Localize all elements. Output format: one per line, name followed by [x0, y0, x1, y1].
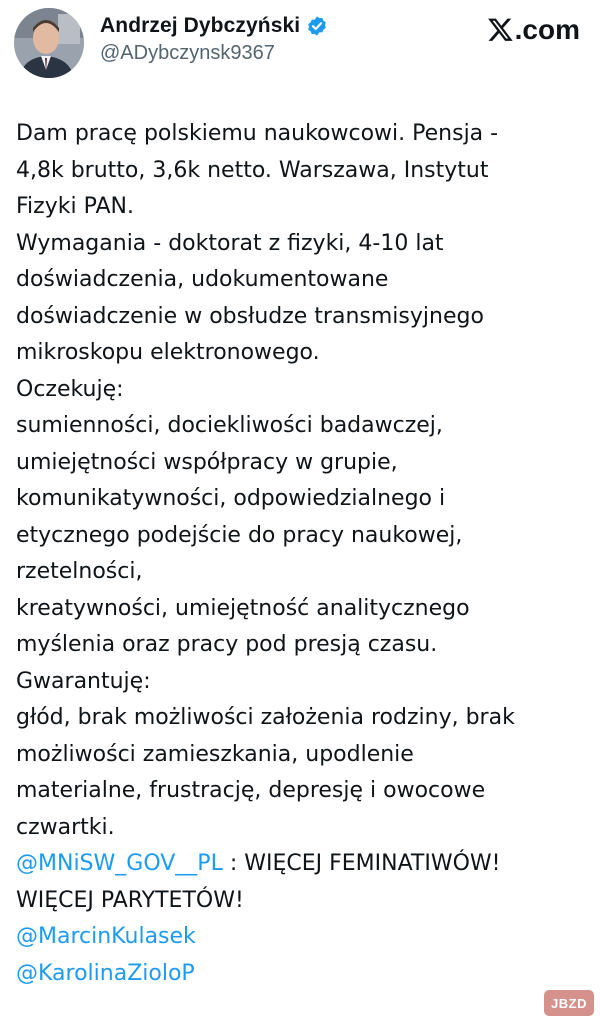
author-handle[interactable]: @ADybczynsk9367 — [100, 42, 275, 64]
mention-line — [16, 846, 586, 883]
tweet-line: mikroskopu elektronowego. — [16, 340, 320, 365]
mention-link-mnisw[interactable]: @MNiSW_GOV__PL — [16, 851, 223, 876]
avatar[interactable] — [14, 8, 84, 78]
tweet-line: sumienności, dociekliwości badawczej, — [16, 413, 443, 438]
tweet-line: komunikatywności, odpowiedzialnego i — [16, 486, 446, 511]
mention-link-karolina-ziolo[interactable]: @KarolinaZioloP — [16, 960, 195, 986]
mention-link-marcin-kulasek[interactable]: @MarcinKulasek — [16, 924, 196, 949]
tweet-line: Fizyki PAN. — [16, 194, 134, 219]
tweet-line: rzetelności, — [16, 559, 143, 584]
tweet-line: doświadczenia, udokumentowane — [16, 267, 389, 292]
tweet-line: kreatywności, umiejętność analitycznego — [16, 595, 470, 621]
tweet-line: etycznego podejście do pracy naukowej, — [16, 522, 463, 548]
verified-badge-icon — [306, 15, 328, 37]
mention-suffix-text: : WIĘCEJ FEMINATIWÓW! — [222, 851, 501, 876]
tweet-line: Gwarantuję: — [16, 668, 151, 694]
author-names — [100, 14, 328, 65]
tweet-line: umiejętności współpracy w grupie, — [16, 449, 398, 475]
brand-domain: .com — [514, 14, 580, 45]
tweet-line: głód, brak możliwości założenia rodziny, brak — [16, 705, 515, 730]
x-brand — [487, 14, 580, 46]
tweet-line: doświadczenie w obsłudze transmisyjnego — [16, 303, 484, 329]
tweet-line: 4,8k brutto, 3,6k netto. Warszawa, Instytut — [16, 157, 489, 183]
avatar-photo — [14, 8, 84, 78]
tweet-line: WIĘCEJ PARYTETÓW! — [16, 887, 244, 913]
tweet-line: myślenia oraz pracy pod presją czasu. — [16, 632, 438, 657]
tweet-line: materialne, frustrację, depresję i owocowe — [16, 778, 486, 803]
x-logo-icon — [487, 17, 513, 43]
tweet-line: czwartki. — [16, 814, 115, 840]
tweet-line: Wymagania - doktorat z fizyki, 4-10 lat — [16, 230, 444, 256]
tweet-line: możliwości zamieszkania, upodlenie — [16, 741, 414, 767]
tweet-line: Oczekuję: — [16, 376, 124, 402]
tweet-header — [14, 6, 580, 82]
display-name[interactable]: Andrzej Dybczyński — [100, 14, 301, 37]
tweet-line: Dam pracę polskiemu naukowcowi. Pensja - — [16, 121, 499, 146]
display-name-row — [100, 14, 328, 38]
jbzd-watermark: JBZD — [544, 990, 594, 1016]
tweet-text — [16, 116, 586, 992]
